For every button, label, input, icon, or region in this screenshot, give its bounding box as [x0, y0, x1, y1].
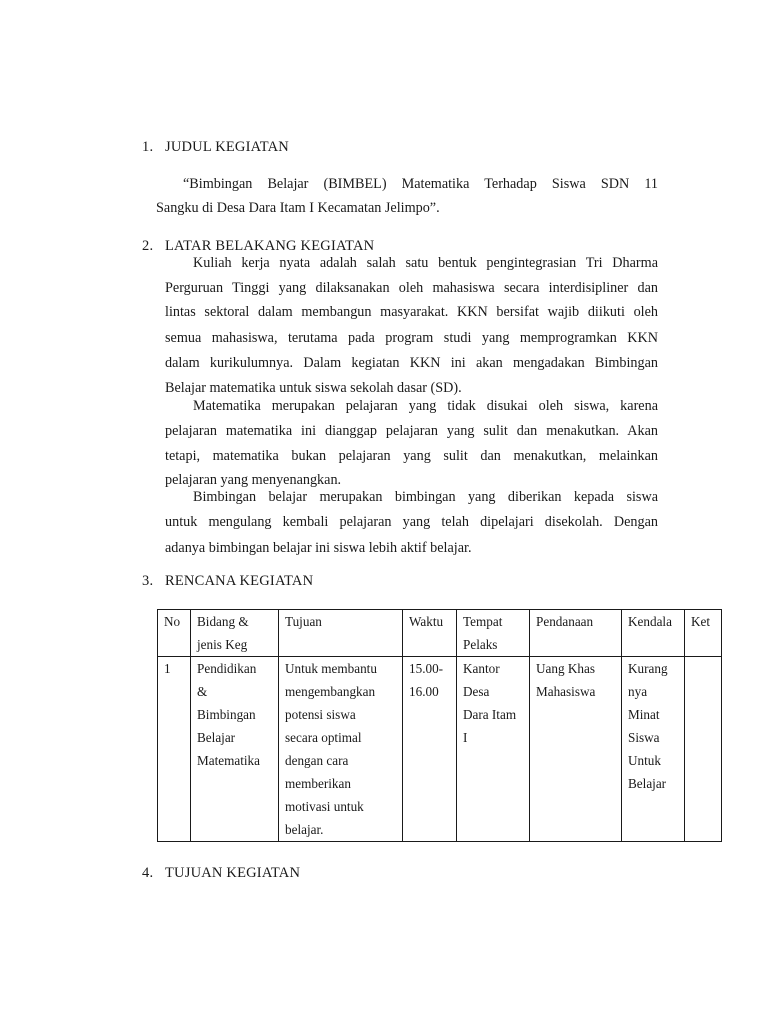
paragraph-line: Bimbingan belajar merupakan bimbingan yang diberikan kepada siswa [193, 489, 658, 505]
paragraph-line: lintas sektoral dalam membangun masyarakat. KKN bersifat wajib diikuti oleh [165, 304, 658, 320]
section-number: 2. [142, 238, 154, 254]
table-row [158, 657, 722, 842]
paragraph-line: Matematika merupakan pelajaran yang tidak disukai oleh siswa, karena [193, 398, 658, 414]
cell-tempat: Kantor Desa Dara Itam I [457, 657, 530, 842]
section-number: 3. [142, 573, 154, 589]
cell-no: 1 [158, 657, 191, 842]
cell-pendanaan: Uang Khas Mahasiswa [530, 657, 622, 842]
section-heading-rencana [142, 573, 313, 590]
section-heading-tujuan [142, 865, 300, 882]
paragraph-line: Kuliah kerja nyata adalah salah satu bentuk pengintegrasian Tri Dharma [193, 255, 658, 271]
cell-bidang: Pendidikan & Bimbingan Belajar Matematika [191, 657, 279, 842]
header-cell-pendanaan: Pendanaan [530, 610, 622, 657]
header-cell-tujuan: Tujuan [279, 610, 403, 657]
judul-line-1: “Bimbingan Belajar (BIMBEL) Matematika Terhadap Siswa SDN 11 [183, 176, 658, 192]
section-number: 1. [142, 139, 154, 155]
header-cell-waktu: Waktu [403, 610, 457, 657]
header-cell-ket: Ket [685, 610, 722, 657]
cell-ket [685, 657, 722, 842]
paragraph-line: adanya bimbingan belajar ini siswa lebih aktif belajar. [165, 540, 472, 556]
cell-tujuan: Untuk membantu mengembangkan potensi siswa secara optimal dengan cara memberikan motivasi untuk belajar. [279, 657, 403, 842]
paragraph-line: pelajaran matematika ini dianggap pelajaran yang sulit dan menakutkan. Akan [165, 423, 658, 439]
section-title: LATAR BELAKANG KEGIATAN [165, 238, 375, 254]
section-heading-latar [142, 238, 374, 255]
paragraph-line: Belajar matematika untuk siswa sekolah dasar (SD). [165, 380, 462, 396]
judul-line-2: Sangku di Desa Dara Itam I Kecamatan Jelimpo”. [156, 200, 440, 216]
plan-table [157, 609, 722, 842]
header-cell-no: No [158, 610, 191, 657]
table-header-row [158, 610, 722, 657]
section-number: 4. [142, 865, 154, 881]
header-cell-kendala: Kendala [622, 610, 685, 657]
section-title: JUDUL KEGIATAN [165, 139, 289, 155]
paragraph-line: untuk mengulang kembali pelajaran yang telah dipelajari disekolah. Dengan [165, 514, 658, 530]
paragraph-line: tetapi, matematika bukan pelajaran yang sulit dan menakutkan, melainkan [165, 448, 658, 464]
section-heading-judul [142, 139, 289, 156]
cell-waktu: 15.00- 16.00 [403, 657, 457, 842]
header-cell-bidang: Bidang & jenis Keg [191, 610, 279, 657]
cell-kendala: Kurang nya Minat Siswa Untuk Belajar [622, 657, 685, 842]
section-title: TUJUAN KEGIATAN [165, 865, 301, 881]
paragraph-line: Perguruan Tinggi yang dilaksanakan oleh mahasiswa secara interdisipliner dan [165, 280, 658, 296]
paragraph-line: dalam kurikulumnya. Dalam kegiatan KKN ini akan mengadakan Bimbingan [165, 355, 658, 371]
paragraph-line: semua mahasiswa, terutama pada program studi yang memprogramkan KKN [165, 330, 658, 346]
section-title: RENCANA KEGIATAN [165, 573, 314, 589]
paragraph-line: pelajaran yang menyenangkan. [165, 472, 342, 488]
header-cell-tempat: Tempat Pelaks [457, 610, 530, 657]
